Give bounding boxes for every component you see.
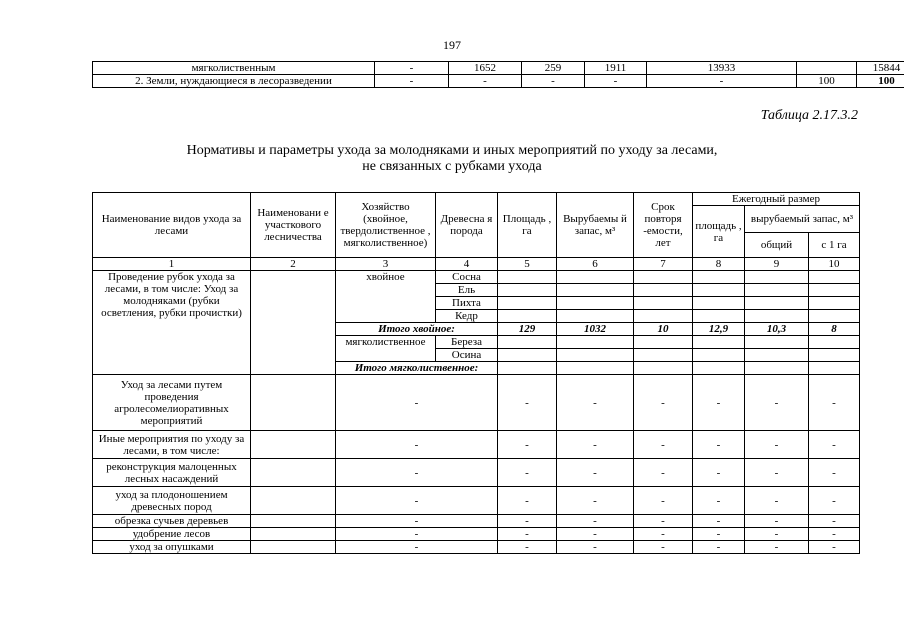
table-cell: -: [336, 431, 498, 459]
table-cell: [809, 297, 860, 310]
table-cell: [634, 362, 693, 375]
table-cell: -: [498, 487, 557, 515]
row-label: Иные мероприятия по уходу за лесами, в том числе:: [93, 431, 251, 459]
table-cell: -: [585, 75, 647, 88]
table-cell: [498, 271, 557, 284]
page-number: 197: [443, 38, 461, 52]
row-label: обрезка сучьев деревьев: [93, 515, 251, 528]
table-cell: 100: [797, 75, 857, 88]
header-per-ha: с 1 га: [809, 233, 860, 258]
table-row: [93, 541, 860, 554]
table-cell: [498, 284, 557, 297]
header-farm: Хозяйство (хвойное, твердолиственное , мягколиственное): [336, 193, 436, 258]
table-cell: -: [336, 515, 498, 528]
row-label: удобрение лесов: [93, 528, 251, 541]
table-cell: -: [634, 528, 693, 541]
header-species: Древесна я порода: [436, 193, 498, 258]
table-cell: -: [809, 375, 860, 431]
table-cell: [251, 487, 336, 515]
table-cell: 1652: [449, 62, 522, 75]
row-label: уход за опушками: [93, 541, 251, 554]
table-row: [93, 515, 860, 528]
table-cell: [557, 362, 634, 375]
table-cell: [745, 271, 809, 284]
table-cell: [797, 62, 857, 75]
table-cell: [634, 310, 693, 323]
species-cell: Кедр: [436, 310, 498, 323]
table-cell: -: [336, 528, 498, 541]
table-cell: [498, 362, 557, 375]
table-cell: -: [809, 541, 860, 554]
table-cell: -: [498, 431, 557, 459]
header-row: [93, 193, 860, 206]
table-cell: -: [498, 541, 557, 554]
table-cell: -: [634, 487, 693, 515]
table-cell: [745, 362, 809, 375]
species-cell: Осина: [436, 349, 498, 362]
table-cell: -: [336, 487, 498, 515]
table-cell: [693, 362, 745, 375]
table-cell: -: [634, 375, 693, 431]
table-cell: -: [809, 459, 860, 487]
table-cell: -: [745, 375, 809, 431]
column-number: 3: [336, 258, 436, 271]
table-cell: -: [498, 528, 557, 541]
column-number: 6: [557, 258, 634, 271]
table-cell: -: [634, 459, 693, 487]
table-cell: -: [375, 62, 449, 75]
conifer-total-label: Итого хвойное:: [336, 323, 498, 336]
table-row: [93, 375, 860, 431]
table-cell: 15844: [857, 62, 904, 75]
header-stock: Вырубаемы й запас, м³: [557, 193, 634, 258]
column-number: 10: [809, 258, 860, 271]
table-cell: -: [647, 75, 797, 88]
table-cell: [251, 541, 336, 554]
table-cell: [557, 271, 634, 284]
table-cell: [809, 336, 860, 349]
table-row: [93, 271, 860, 284]
row-label: реконструкция малоценных лесных насаждений: [93, 459, 251, 487]
table-row: [93, 528, 860, 541]
table-cell: -: [693, 431, 745, 459]
column-number: 9: [745, 258, 809, 271]
table-cell: -: [693, 515, 745, 528]
table-cell: [745, 349, 809, 362]
species-cell: Ель: [436, 284, 498, 297]
table-cell: [693, 271, 745, 284]
soft-total-label: Итого мягколиственное:: [336, 362, 498, 375]
table-cell: [634, 336, 693, 349]
table-cell: [251, 271, 336, 375]
table-cell: -: [693, 459, 745, 487]
table-cell: [251, 431, 336, 459]
table-cell: -: [693, 487, 745, 515]
table-cell: -: [498, 515, 557, 528]
table-cell: 2. Земли, нуждающиеся в лесоразведении: [93, 75, 375, 88]
title-line-1: Нормативы и параметры ухода за молодняками и иных мероприятий по уходу за лесами,: [186, 143, 718, 158]
table-cell: [498, 310, 557, 323]
table-cell: -: [745, 541, 809, 554]
column-number: 4: [436, 258, 498, 271]
column-number: 8: [693, 258, 745, 271]
table-cell: [745, 310, 809, 323]
table-cell: [557, 297, 634, 310]
table-cell: -: [745, 431, 809, 459]
table-cell: 8: [809, 323, 860, 336]
table-cell: -: [557, 431, 634, 459]
table-cell: -: [693, 528, 745, 541]
row-label: Проведение рубок ухода за лесами, в том числе: Уход за молодняками (рубки осветления, рубки прочистки): [93, 271, 251, 375]
table-row: [93, 75, 904, 88]
table-cell: -: [693, 541, 745, 554]
table-cell: -: [745, 528, 809, 541]
species-cell: Пихта: [436, 297, 498, 310]
table-cell: -: [634, 515, 693, 528]
farm-cell: хвойное: [336, 271, 436, 323]
table-cell: 10: [634, 323, 693, 336]
table-cell: [693, 310, 745, 323]
table-cell: [251, 375, 336, 431]
table-cell: -: [745, 515, 809, 528]
table-cell: 13933: [647, 62, 797, 75]
table-cell: -: [336, 459, 498, 487]
table-cell: [693, 284, 745, 297]
table-cell: [557, 310, 634, 323]
table-cell: -: [809, 515, 860, 528]
table-cell: [809, 284, 860, 297]
column-number-row: [93, 258, 860, 271]
table-cell: [693, 349, 745, 362]
table-row: [93, 487, 860, 515]
table-title: [0, 143, 904, 175]
table-row: [93, 431, 860, 459]
table-cell: [498, 336, 557, 349]
table-cell: -: [809, 528, 860, 541]
table-cell: -: [522, 75, 585, 88]
table-cell: -: [557, 459, 634, 487]
row-label: уход за плодоношением древесных пород: [93, 487, 251, 515]
table-cell: [809, 349, 860, 362]
table-cell: 12,9: [693, 323, 745, 336]
table-label: Таблица 2.17.3.2: [760, 108, 858, 123]
top-table: [92, 61, 904, 88]
table-cell: [634, 297, 693, 310]
table-cell: [498, 349, 557, 362]
header-annual-stock: вырубаемый запас, м³: [745, 206, 860, 233]
table-cell: [498, 297, 557, 310]
table-cell: [693, 336, 745, 349]
title-line-2: не связанных с рубками ухода: [362, 159, 542, 174]
header-activity: Наименование видов ухода за лесами: [93, 193, 251, 258]
table-cell: [745, 297, 809, 310]
table-cell: -: [557, 515, 634, 528]
table-cell: [251, 459, 336, 487]
table-cell: -: [375, 75, 449, 88]
table-cell: [634, 271, 693, 284]
table-cell: -: [745, 459, 809, 487]
table-cell: -: [449, 75, 522, 88]
table-cell: -: [557, 541, 634, 554]
table-cell: [251, 515, 336, 528]
row-label: Уход за лесами путем проведения агролесомелиоративных мероприятий: [93, 375, 251, 431]
column-number: 1: [93, 258, 251, 271]
main-table: [92, 192, 860, 554]
table-cell: -: [693, 375, 745, 431]
table-cell: [634, 284, 693, 297]
table-cell: -: [809, 487, 860, 515]
table-cell: -: [557, 375, 634, 431]
table-cell: -: [557, 487, 634, 515]
table-cell: -: [634, 431, 693, 459]
table-cell: 100: [857, 75, 904, 88]
table-cell: [809, 362, 860, 375]
table-cell: -: [498, 375, 557, 431]
table-cell: [557, 336, 634, 349]
table-cell: -: [336, 375, 498, 431]
species-cell: Береза: [436, 336, 498, 349]
table-cell: мягколиственным: [93, 62, 375, 75]
table-row: [93, 62, 904, 75]
header-area: Площадь , га: [498, 193, 557, 258]
column-number: 5: [498, 258, 557, 271]
header-period: Срок повторя -емости, лет: [634, 193, 693, 258]
table-cell: [557, 284, 634, 297]
table-cell: 259: [522, 62, 585, 75]
table-cell: [557, 349, 634, 362]
table-row: [93, 459, 860, 487]
table-cell: -: [745, 487, 809, 515]
header-annual: Ежегодный размер: [693, 193, 860, 206]
table-cell: -: [557, 528, 634, 541]
table-cell: [251, 528, 336, 541]
column-number: 7: [634, 258, 693, 271]
table-cell: [809, 271, 860, 284]
table-cell: -: [809, 431, 860, 459]
table-cell: -: [498, 459, 557, 487]
header-total: общий: [745, 233, 809, 258]
table-cell: 129: [498, 323, 557, 336]
table-cell: -: [634, 541, 693, 554]
header-district: Наименовани е участкового лесничества: [251, 193, 336, 258]
table-cell: 1911: [585, 62, 647, 75]
species-cell: Сосна: [436, 271, 498, 284]
column-number: 2: [251, 258, 336, 271]
table-cell: [745, 336, 809, 349]
table-cell: 1032: [557, 323, 634, 336]
farm-cell: мягколиственное: [336, 336, 436, 362]
table-cell: 10,3: [745, 323, 809, 336]
table-cell: -: [336, 541, 498, 554]
table-cell: [809, 310, 860, 323]
table-cell: [634, 349, 693, 362]
header-annual-area: площадь , га: [693, 206, 745, 258]
table-cell: [745, 284, 809, 297]
table-cell: [693, 297, 745, 310]
